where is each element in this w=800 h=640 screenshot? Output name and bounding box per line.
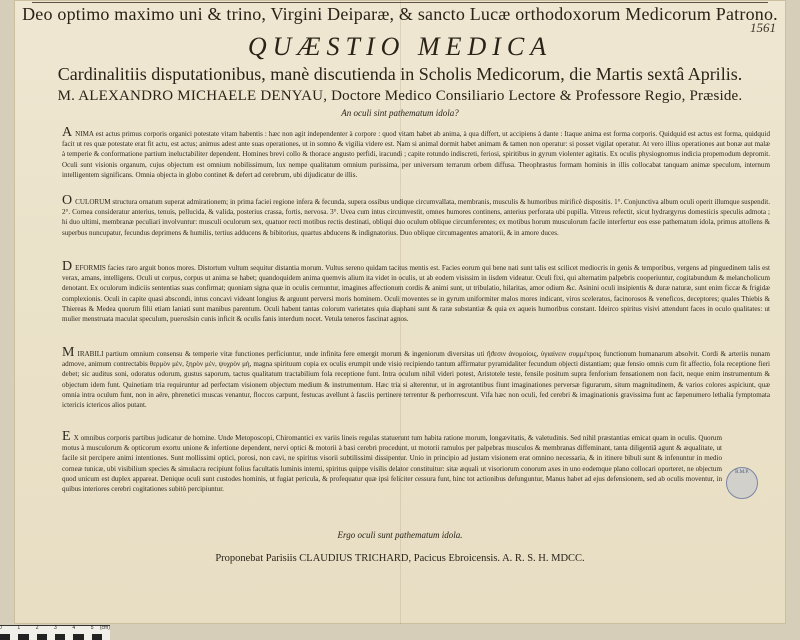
ruler-segment <box>0 625 9 640</box>
ruler-segment <box>28 634 37 640</box>
ruler-segment <box>90 625 101 640</box>
author-line: M. ALEXANDRO MICHAELE DENYAU, Doctore Medico Consiliario Lectore & Professore Regio, Præside. <box>57 88 743 104</box>
drop-initial: E <box>62 429 72 444</box>
ruler-segment <box>46 634 55 640</box>
question-heading: An oculi sint pathematum idola? <box>341 108 459 118</box>
ruler-segment <box>72 625 82 640</box>
ruler-segment <box>9 634 18 640</box>
ruler-segment <box>83 634 92 640</box>
scale-ruler <box>0 625 110 640</box>
ruler-label: 5 <box>90 625 94 631</box>
stamp-text: R.M.P. <box>735 470 749 475</box>
propounder-line: Proponebat Parisiis CLAUDIUS TRICHARD, Pacicus Ebroicensis. A. R. S. H. MDCC. <box>215 553 585 564</box>
paragraph-text: EFORMIS facies raro arguit bonos mores. Distortum vultum sequitur distantia morum. Vultus sereno quidam tacitus mentis est. Facies eorum qui bene nati sunt talis est scilicet mediocris in genis & temporibus, vergens ad pinguedinem talis est verax, amans, intelligens. Oculi ut corpus, corpus ut anima se habet; quandoquidem anima quemvis alium ita videt in oculis, ut ab eodem visissim in iisdem videatur. Oculi fixi, qui alternatim palpebris cooperiuntur, cogitabundum & melancholicum denotant. Ex oculorum indiciis sententias suas confirmat; quoniam signa quæ in oculis cernuntur, imagines affectionum cordis & animi sunt, ut tribulatio, hilaritas, amor odium &c. Asinini oculi insipientis & duræ naturæ, sunt enim ficcæ & frigidæ complexionis. Oculi in capite quasi abscondi, intus concavi videant longius & arguunt perversi moris hominem. Oculi moventes se in gyrum uniformiter malos mores indicant, viros sceleratos, facinorosos & veneficos, deceptores; quales Thiebis & Thiereas & Medea quorum filii etiam laniati sunt manibus parentum. Oculi habent tantas colorum varietates quia diaphani sunt & raræ substantiæ & quia ex aqueis humoribus constant. Ideirco spiritus visivi attendunt faces in oculo qualitates: ut mulier menstruata maculat speculum, pueroslsin cunis inficit & oculis fanis interdum nocet. Vetula teneros fascinat agnos. <box>62 264 770 324</box>
paragraph-text: NIMA est actus primus corporis organici potestate vitam habentis : hæc non agit independenter à corpore : quod vitam habet ab anima, à qua differt, ut accipiens à dante : Itaque anima est forma corporis. Quidquid est actus est forma, quidquid facit ut res quæ potestate erat fit actu, est actus; animus adest ante suas operationes, ut in somno & vigilia videre est. Nam si animal dormit habet animam & tamen non operatur: si posset vigilat operatur. At vero illius operationes aut bonæ aut malæ à temperie & conformatione partium ineluctabiliter dependent. Homines brevi collo & thorace angusto perfidi, iracundi ; capite rotundo indiscreti, feriosi, spiritibus in gyrum violenter agitatis. Ex oculis physiognomus indicia propemodum depromit. Oculi sunt visionis organum, cujus objectum est omnium nobilissimum, lux nempe qualitatum omnium purissima, per universum terrarum orbem diffusa. Theophrastus formam hominis in illis collocabat tanquam animæ speculum, internum intelligentem significans. Omnia objecta in globo continet & defert ad cerebrum, ubi dijudicatur de illis. <box>62 130 770 179</box>
paragraph-anima <box>62 125 770 180</box>
paragraph-oculorum <box>62 193 770 238</box>
ruler-label: 0 <box>0 625 2 631</box>
top-rule <box>32 2 768 3</box>
ruler-unit-label: (cm) <box>99 625 110 631</box>
document-sheet <box>14 0 786 624</box>
paragraph-text: CULORUM structura ornatum superat admirationem; in prima faciei regione infera & fecunda, supera ossibus undique circumvallata, membranis, musculis & humoribus mirificè dispositis. 1°. Conjunctiva album oculi operit illumque suspendit. 2°. Cornea consideratur anterius, tenuis, pellucida, & valida, posterius crassa, fortis, nervosa. 3°. Uvea cum intus circumvestit, omnes humores continens, anterius perforata ubi pupilla. Vitreus refectit, sicut hydrargyrus domesticis speculis admota ; hi duo ultimi, membranæ peculiari involvuntur: musculi oculorum sex, quatuor recti motibus rectis destinati, obliqui duo oculum oblique circumferentes; ex motibus horum musculorum facile interfertur eos esse pathematum idola, primus attollens & superbus nuncupatur, fecundus deprimens & humilis, tertius adducens & bibitorius, quartus abducens & indignatorius. Duo oblique circumagentes amatorii, & in amore duces. <box>62 198 770 237</box>
page-title: QUÆSTIO MEDICA <box>247 32 553 61</box>
ruler-segment <box>17 625 27 640</box>
drop-initial: A <box>62 125 74 140</box>
drop-initial: M <box>62 345 76 360</box>
ruler-segment <box>35 625 46 640</box>
ruler-label: 4 <box>72 625 76 631</box>
ruler-segment <box>54 625 64 640</box>
ruler-segment <box>64 634 73 640</box>
library-stamp <box>726 467 758 499</box>
subtitle: Cardinalitiis disputationibus, manè discutienda in Scholis Medicorum, die Martis sextâ Aprilis. <box>57 64 743 84</box>
ruler-label: 2 <box>35 625 39 631</box>
paragraph-ex-omnibus <box>62 429 722 494</box>
paragraph-text: X omnibus corporis partibus judicatur de homine. Unde Metoposcopi, Chiromantici ex variis lineis regulas statuerunt tum habita ratione morum, longævitatis, & valetudinis. Sed nihil præstantias emicat quam in oculis. Quorum motus à musculorum & opticorum exortu unione & infertione dependent, nervi optici & motorii à basi cerebri procedunt, ut motorii ramulos per palpebras musculos & membranas diffeminant, tanta diligentiâ agunt & æqualitate, ut facile sit percipere animi intentiones. Sunt mollissimi optici, porosi, non cavi, ne spiritus visorii subtilissimi dissipentur. Unio in principio ad justam visionem erat omnino necessaria, & in itinere bibuli sunt & infenuntur in medio corneæ tunicæ, ubi visibilium species & simulacra recipiunt folius facultatis luminis interni, spiritus quippe visilis delator constituitur: sitæ æquali ut visoriorum conorum axes in uno eodemque plano collocari oporteret, ne objectum quod unicum est duplex appareat. Denique oculi sunt custodes hominis, ut fugiat pericula, & profequatur quæ ipsi feliciter cessura funt, hinc tot actionibus defunguntur, Manus habet ad ejus defensionem, sed ab oculis moventur, in quibus interiores cerebri cogitationes subitò percipiuntur. <box>62 434 722 494</box>
paragraph-deformis <box>62 259 770 324</box>
dedication-line: Deo optimo maximo uni & trino, Virgini Deiparæ, & sancto Lucæ orthodoxorum Medicorum Patrono. <box>22 4 778 24</box>
ruler-segment <box>99 625 110 640</box>
ruler-label: 3 <box>54 625 57 631</box>
ruler-label: 1 <box>17 625 21 631</box>
drop-initial: O <box>62 193 74 208</box>
conclusion-line: Ergo oculi sunt pathematum idola. <box>337 530 463 540</box>
paragraph-text: IRABILI partium omnium consensu & temperie vitæ functiones perficiuntur, unde infinita fere emergit morum & ingeniorum diversitas uti ἤϑεσιν ἀνομοίοις, ὑγιαίνειν συμμέτροις functionum humanarum absolvit. Cordi & arteriis nunam admove, animum contrectabis θερμὸν μὲν, ξηρὸν μὲν, ψυχρὸν μὴ, magna spirituum copia ex oculis erumpit unde visio recipiendo tantum affirmatur pyramidaliter fecundum objecti distantiam; quæ fensio omnis cum fit affectio, fola receptione fieri debet; sic auditus soni, odoratus odorum, gustus saporum, tactus qualitatum tractabilium fola receptione funt. Intra oculum nihil videri potest, Aristotele teste, fensile positum supra fenforium fensationem non facit, neque enim instrumentum & objectum idem funt. Quinetiam tria requiruntur ad perfectam visionem objectum medium & instrumentum. Hæc tria si alterentur, ut in ægrotantibus fiunt imaginationes perversæ figurarum, situm magnitudinem, & varios colores aspiciunt, quæ omnia intra oculum funt, non in aëre, phrenetici muscas venantur, floccos carpunt, festucas avellunt à fasciis pertinere terrentur & perhorrescunt. Vifa hæc non oculi, fed cerebri & imaginationis gravissima funt ac fæpenumero lethalia fymptomata ictericis ictericos alios putant. <box>62 350 770 410</box>
archive-number: 1561 <box>750 20 776 35</box>
paragraph-mirabili <box>62 345 770 410</box>
drop-initial: D <box>62 259 74 274</box>
